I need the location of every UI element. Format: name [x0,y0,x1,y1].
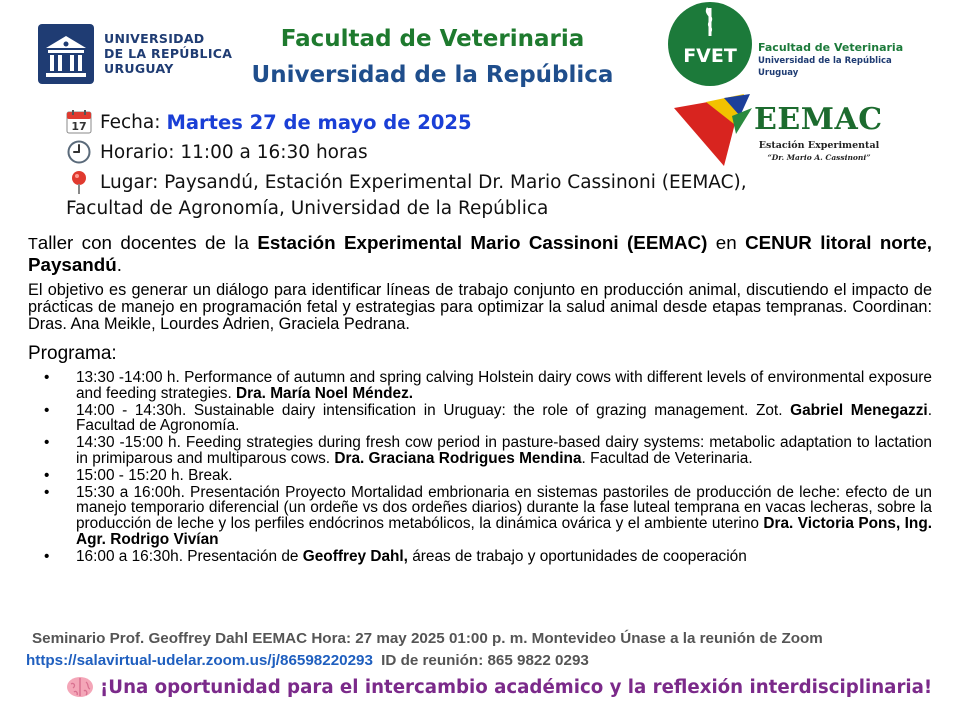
event-date [66,110,472,134]
bullet: • [44,434,50,452]
event-place [66,170,747,194]
program-item-after: . Facultad de Veterinaria. [581,449,753,467]
intro-part3: . [116,254,122,275]
fvet-name: Facultad de Veterinaria [758,41,904,54]
bullet: • [44,547,50,565]
program-item [28,468,932,484]
zoom-info [26,652,589,669]
program-item-text: 13:30 -14:00 h. Performance of autumn and spring calving Holstein dairy cows with different levels of environmental exposure and feeding strategies. [76,369,932,402]
program-list [28,370,932,566]
calendar-icon [66,110,92,134]
event-place-text-2: Facultad de Agronomía, Universidad de la República [66,198,549,219]
event-date-value: Martes 27 de mayo de 2025 [166,110,472,134]
program-item-speaker: Gabriel Menegazzi [790,401,928,419]
udelar-line1: UNIVERSIDAD [104,31,205,46]
clock-icon [66,140,92,164]
zoom-meeting-id: ID de reunión: 865 9822 0293 [381,652,589,669]
intro-paragraph [28,233,932,275]
program-item [28,403,932,435]
eemac-mark-icon [672,94,756,168]
program-item-after: . Facultad de Agronomía. [76,401,932,435]
bullet: • [44,369,50,386]
intro-part1: aller con docentes de la [37,232,258,253]
eemac-title: EEMAC [754,102,883,137]
bullet: • [44,483,50,501]
fvet-mark-text: FVET [683,45,737,67]
fvet-logo [668,2,958,88]
intro-bold1: Estación Experimental Mario Cassinoni (EEMAC) [257,232,708,253]
udelar-line3: URUGUAY [104,61,174,76]
svg-text:17: 17 [71,120,87,133]
objective-paragraph: El objetivo es generar un diálogo para identificar líneas de trabajo conjunto en producción animal, discutiendo el impacto de prácticas de manejo en programación fetal y estrategias para optimizar la salud animal desde etapas tempranas. Coordinan: Dras. Ana Meikle, Lourdes Adrien, Graciela Pedrana. [28,281,932,333]
udelar-logo-text [104,31,232,76]
program-item-speaker: Dra. Graciana Rodrigues Mendina [334,449,582,467]
event-place-text: Lugar: Paysandú, Estación Experimental Dr. Mario Cassinoni (EEMAC), [100,171,747,193]
program-item [28,485,932,548]
program-title: Programa: [28,343,117,364]
event-time [66,140,368,164]
event-date-label: Fecha: [100,111,161,133]
program-item-text: 15:30 a 16:00h. Presentación Proyecto Mortalidad embrionaria en sistemas pastoriles de producción de leche: efecto de un manejo temporario diferencial (un ordeñe vs dos ordeñes diarios) durante la fase luteal temprana en vacas lecheras, sobre la producción de leche y los perfiles endócrinos metabólicos, la dinámica ovárica y el ambiente uterino [76,483,932,533]
udelar-crest-icon [38,24,94,84]
program-item [28,370,932,402]
program-item-text: 16:00 a 16:30h. Presentación de [76,547,303,565]
intro-bold2: CENUR litoral norte, Paysandú [28,232,932,275]
udelar-logo [38,24,238,88]
program-item-text: 15:00 - 15:20 h. Break. [76,466,233,484]
pin-icon [66,170,92,194]
fvet-sub1: Universidad de la República [758,56,892,66]
eemac-logo [672,94,958,170]
program-item-speaker: Dra. Victoria Pons, Ing. Agr. Rodrigo Vivían [76,515,932,548]
bullet: • [44,401,50,419]
fvet-sub2: Uruguay [758,68,799,78]
program-item-speaker: Dra. María Noel Méndez. [236,384,414,402]
seminar-info: Seminario Prof. Geoffrey Dahl EEMAC Hora: 27 may 2025 01:00 p. m. Montevideo Únase a la reunión de Zoom [32,630,823,647]
eemac-sub2: “Dr. Mario A. Cassinoni” [767,153,871,162]
udelar-line2: DE LA REPÚBLICA [104,46,233,61]
bullet: • [44,466,50,484]
header-title-university: Universidad de la República [251,62,614,88]
fvet-mark-icon [668,2,752,86]
zoom-link[interactable]: https://salavirtual-udelar.zoom.us/j/86598220293 [26,652,373,669]
event-time-text: Horario: 11:00 a 16:30 horas [100,141,368,163]
header-title-faculty: Facultad de Veterinaria [280,26,585,52]
brain-icon [66,676,94,698]
intro-cap: T [28,236,38,253]
closing-message [66,676,932,698]
program-item [28,435,932,467]
eemac-sub1: Estación Experimental [758,140,880,151]
program-item-after: áreas de trabajo y oportunidades de cooperación [407,547,747,565]
closing-text: ¡Una oportunidad para el intercambio académico y la reflexión interdisciplinaria! [100,676,933,698]
program-item-speaker: Geoffrey Dahl, [302,547,408,565]
program-item-text: 14:00 - 14:30h. Sustainable dairy intensification in Uruguay: the role of grazing management. Zot. [76,401,791,419]
program-item [28,549,932,565]
intro-part2: en [707,232,746,253]
program-item-text: 14:30 -15:00 h. Feeding strategies during fresh cow period in pasture-based dairy systems: metabolic adaptation to lactation in primiparous and multiparous cows. [76,434,932,467]
